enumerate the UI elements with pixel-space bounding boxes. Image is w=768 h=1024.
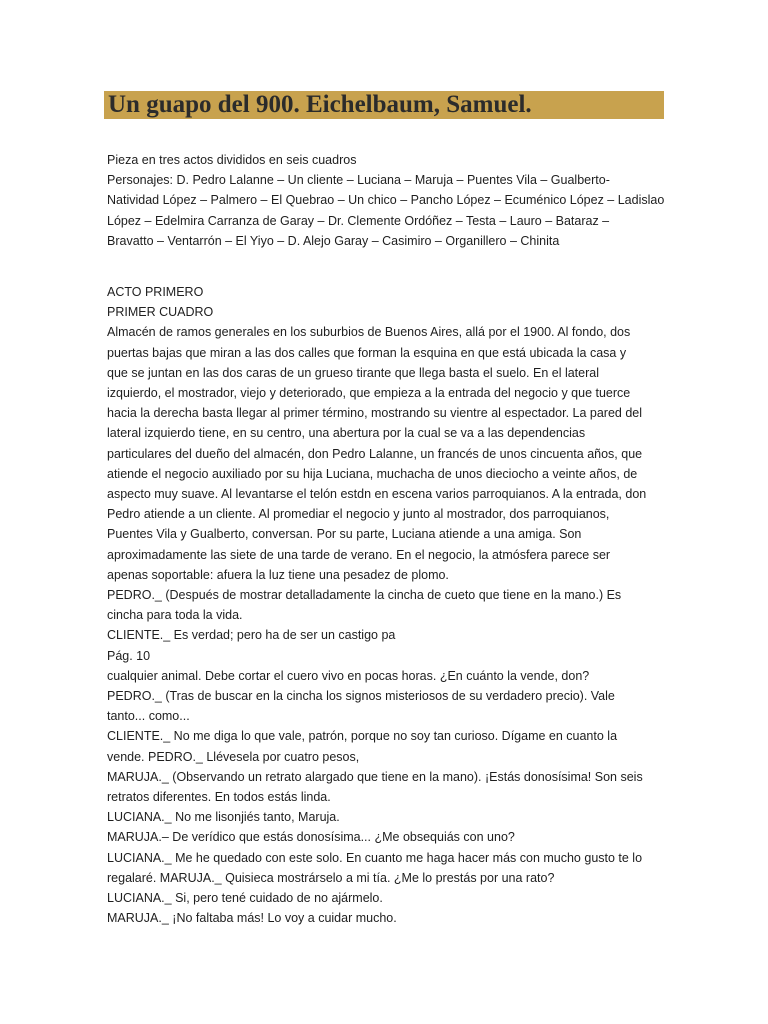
- text-line: Pág. 10: [107, 648, 151, 663]
- text-line: izquierdo, el mostrador, viejo y deteriorado, que empieza a la entrada del negocio y que tuerce: [107, 386, 631, 401]
- text-line: aproximadamente las siete de una tarde de verano. En el negocio, la atmósfera parece ser: [107, 547, 611, 562]
- intro-line: Natividad López – Palmero – El Quebrao – Un chico – Pancho López – Ecuménico López – Ladislao: [107, 193, 665, 208]
- text-line: MARUJA.– De verídico que estás donosísima... ¿Me obsequiás con uno?: [107, 830, 515, 845]
- text-line: LUCIANA._ Me he quedado con este solo. En cuanto me haga hacer más con mucho gusto te lo: [107, 850, 643, 865]
- text-line: CLIENTE._ Es verdad; pero ha de ser un castigo pa: [107, 628, 396, 643]
- intro-line: López – Edelmira Carranza de Garay – Dr. Clemente Ordóñez – Testa – Lauro – Bataraz –: [107, 213, 610, 228]
- play-text-block: [107, 282, 662, 929]
- text-line: cualquier animal. Debe cortar el cuero vivo en pocas horas. ¿En cuánto la vende, don?: [107, 668, 590, 683]
- text-line: cincha para toda la vida.: [107, 608, 243, 623]
- text-line: vende. PEDRO._ Llévesela por cuatro pesos,: [107, 749, 360, 764]
- text-line: MARUJA._ ¡No faltaba más! Lo voy a cuidar mucho.: [107, 911, 397, 926]
- text-line: apenas soportable: afuera la luz tiene una pesadez de plomo.: [107, 567, 449, 582]
- text-line: tanto... como...: [107, 709, 190, 724]
- intro-line: Bravatto – Ventarrón – El Yiyo – D. Alejo Garay – Casimiro – Organillero – Chinita: [107, 233, 560, 248]
- text-line: PEDRO._ (Después de mostrar detalladamente la cincha de cueto que tiene en la mano.) Es: [107, 588, 622, 603]
- text-line: aspecto muy suave. Al levantarse el telón estdn en escena varios parroquianos. A la entrada, don: [107, 487, 647, 502]
- text-line: que se juntan en las dos caras de un grueso tirante que llega basta el suelo. En el lateral: [107, 365, 599, 380]
- text-line: PEDRO._ (Tras de buscar en la cincha los signos misteriosos de su verdadero precio). Vale: [107, 689, 615, 704]
- text-line: Pedro atiende a un cliente. Al promediar el negocio y junto al mostrador, dos parroquianos,: [107, 507, 610, 522]
- text-line: puertas bajas que miran a las dos calles que forman la esquina en que está ubicada la casa y: [107, 345, 627, 360]
- text-line: particulares del dueño del almacén, don Pedro Lalanne, un francés de unos cincuenta años, que: [107, 446, 643, 461]
- text-line: LUCIANA._ Si, pero tené cuidado de no ajármelo.: [107, 891, 383, 906]
- text-line: MARUJA._ (Observando un retrato alargado que tiene en la mano). ¡Estás donosísima! Son seis: [107, 769, 643, 784]
- text-line: LUCIANA._ No me lisonjiés tanto, Maruja.: [107, 810, 340, 825]
- text-line: PRIMER CUADRO: [107, 305, 214, 320]
- text-line: CLIENTE._ No me diga lo que vale, patrón, porque no soy tan curioso. Dígame en cuanto la: [107, 729, 618, 744]
- text-line: hacia la derecha basta llegar al primer término, mostrando su vientre al espectador. La pared del: [107, 406, 643, 421]
- text-line: ACTO PRIMERO: [107, 285, 204, 299]
- text-line: Puentes Vila y Gualberto, conversan. Por su parte, Luciana atiende a una amiga. Son: [107, 527, 582, 542]
- text-line: Almacén de ramos generales en los suburbios de Buenos Aires, allá por el 1900. Al fondo, dos: [107, 325, 631, 340]
- text-line: atiende el negocio auxiliado por su hija Luciana, muchacha de unos dieciocho a veinte años, de: [107, 466, 638, 481]
- intro-block: [107, 150, 665, 251]
- text-line: lateral izquierdo tiene, en su centro, una abertura por la cual se va a las dependencias: [107, 426, 586, 441]
- text-line: regalaré. MARUJA._ Quisieca mostrárselo a mi tía. ¿Me lo prestás por una rato?: [107, 870, 555, 885]
- intro-line: Personajes: D. Pedro Lalanne – Un cliente – Luciana – Maruja – Puentes Vila – Gualberto-: [107, 173, 610, 188]
- document-title: Un guapo del 900. Eichelbaum, Samuel.: [108, 91, 532, 118]
- intro-line: Pieza en tres actos divididos en seis cuadros: [107, 153, 357, 167]
- text-line: retratos diferentes. En todos estás linda.: [107, 790, 331, 805]
